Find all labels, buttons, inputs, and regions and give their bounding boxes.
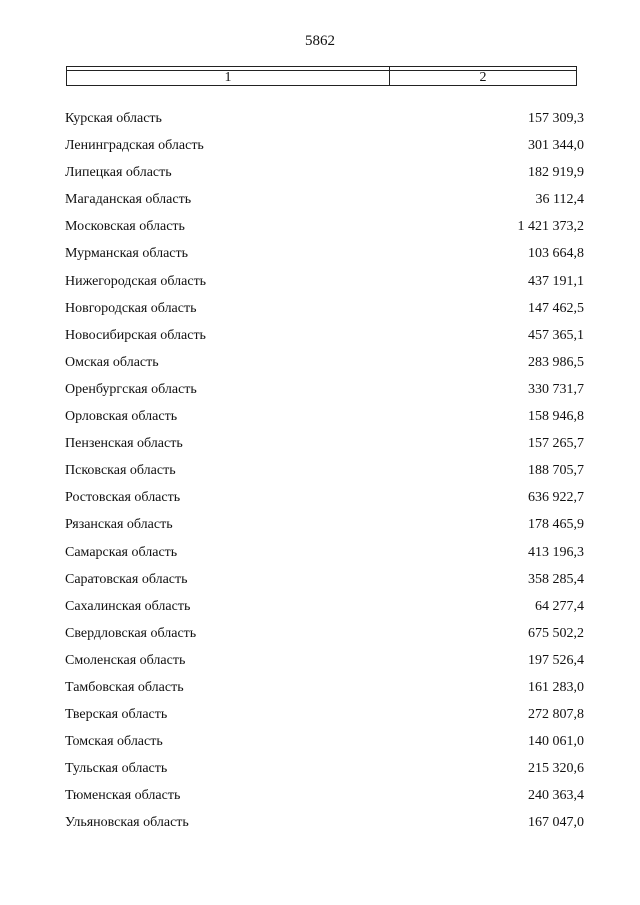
- region-name: Тамбовская область: [65, 679, 184, 695]
- region-name: Орловская область: [65, 409, 178, 425]
- region-value: 188 705,7: [528, 463, 584, 479]
- region-value: 413 196,3: [528, 544, 584, 560]
- table-row: [0, 301, 640, 328]
- region-name: Магаданская область: [65, 192, 192, 208]
- table-row: [0, 572, 640, 599]
- table-row: [0, 165, 640, 192]
- region-name: Мурманская область: [65, 246, 189, 262]
- table-row: [0, 219, 640, 246]
- region-value: 161 283,0: [528, 679, 584, 695]
- region-value: 283 986,5: [528, 354, 584, 370]
- region-value: 457 365,1: [528, 327, 584, 343]
- region-name: Новгородская область: [65, 300, 197, 316]
- region-value: 64 277,4: [535, 598, 584, 614]
- table-row: [0, 626, 640, 653]
- region-value: 182 919,9: [528, 165, 584, 181]
- region-value: 103 664,8: [528, 246, 584, 262]
- page-number: 5862: [305, 33, 335, 49]
- region-name: Пензенская область: [65, 436, 183, 452]
- table-row: [0, 274, 640, 301]
- table-row: [0, 192, 640, 219]
- region-name: Тульская область: [65, 761, 168, 777]
- region-name: Новосибирская область: [65, 327, 206, 343]
- table-row: [0, 382, 640, 409]
- region-name: Оренбургская область: [65, 381, 197, 397]
- region-name: Смоленская область: [65, 652, 186, 668]
- region-value: 167 047,0: [528, 815, 584, 831]
- region-value: 140 061,0: [528, 734, 584, 750]
- region-name: Томская область: [65, 734, 163, 750]
- table-header: [66, 66, 577, 86]
- region-name: Ростовская область: [65, 490, 181, 506]
- table-row: [0, 680, 640, 707]
- table-row: [0, 734, 640, 761]
- region-name: Тюменская область: [65, 788, 181, 804]
- table-row: [0, 355, 640, 382]
- table-row: [0, 409, 640, 436]
- table-row: [0, 111, 640, 138]
- table-row: [0, 815, 640, 842]
- region-value: 147 462,5: [528, 300, 584, 316]
- region-value: 437 191,1: [528, 273, 584, 289]
- region-value: 157 265,7: [528, 436, 584, 452]
- region-name: Липецкая область: [65, 165, 172, 181]
- region-value: 1 421 373,2: [517, 219, 584, 235]
- table-row: [0, 138, 640, 165]
- region-name: Ульяновская область: [65, 815, 189, 831]
- region-name: Курская область: [65, 111, 162, 126]
- region-value: 158 946,8: [528, 409, 584, 425]
- region-name: Рязанская область: [65, 517, 173, 533]
- region-value: 197 526,4: [528, 652, 584, 668]
- column-header-2: 2: [479, 70, 487, 85]
- region-name: Омская область: [65, 354, 159, 370]
- table-row: [0, 246, 640, 273]
- table-row: [0, 517, 640, 544]
- region-name: Московская область: [65, 219, 185, 235]
- table-row: [0, 490, 640, 517]
- table-row: [0, 653, 640, 680]
- region-value: 675 502,2: [528, 625, 584, 641]
- region-name: Псковская область: [65, 463, 176, 479]
- region-value: 36 112,4: [535, 192, 584, 208]
- region-value: 330 731,7: [528, 381, 584, 397]
- table-row: [0, 328, 640, 355]
- table-row: [0, 761, 640, 788]
- region-value: 157 309,3: [528, 111, 584, 126]
- region-value: 272 807,8: [528, 707, 584, 723]
- region-name: Саратовская область: [65, 571, 188, 587]
- region-name: Сахалинская область: [65, 598, 191, 614]
- column-header-1: 1: [67, 67, 390, 85]
- region-value: 301 344,0: [528, 138, 584, 154]
- region-value: 358 285,4: [528, 571, 584, 587]
- region-value: 240 363,4: [528, 788, 584, 804]
- region-table: [0, 111, 640, 843]
- table-row: [0, 463, 640, 490]
- region-value: 636 922,7: [528, 490, 584, 506]
- region-name: Свердловская область: [65, 625, 197, 641]
- table-row: [0, 788, 640, 815]
- region-name: Тверская область: [65, 707, 168, 723]
- table-row: [0, 599, 640, 626]
- region-value: 178 465,9: [528, 517, 584, 533]
- region-name: Самарская область: [65, 544, 178, 560]
- region-name: Нижегородская область: [65, 273, 207, 289]
- table-row: [0, 707, 640, 734]
- region-name: Ленинградская область: [65, 138, 204, 154]
- table-row: [0, 545, 640, 572]
- table-row: [0, 436, 640, 463]
- region-value: 215 320,6: [528, 761, 584, 777]
